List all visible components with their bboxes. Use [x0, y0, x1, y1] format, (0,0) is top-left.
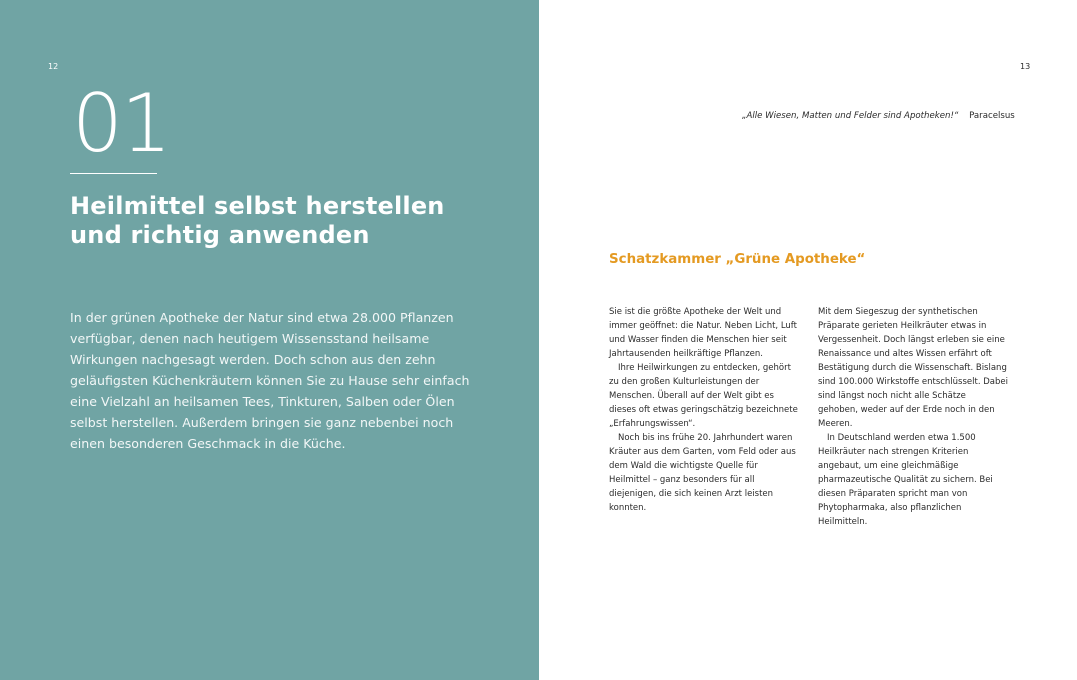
- paragraph: Ihre Heilwirkungen zu entdecken, gehört zu den großen Kulturleistungen der Menschen. Überall auf der Welt gibt es dieses oft etwas geringschätzig bezeichnete „Erfahrungswissen“.: [609, 363, 798, 429]
- text-column-1: [609, 305, 799, 515]
- chapter-rule: [70, 173, 157, 174]
- chapter-intro: In der grünen Apotheke der Natur sind etwa 28.000 Pflanzen verfügbar, denen nach heutigem Wissensstand heilsame Wirkungen nachgesagt werden. Doch schon aus den zehn geläufigsten Küchenkräutern können Sie zu Hause sehr einfach eine Vielzahl an heilsamen Tees, Tinkturen, Salben oder Ölen selbst herstellen. Außerdem bringen sie ganz nebenbei noch einen besonderen Geschmack in die Küche.: [70, 310, 470, 451]
- chapter-title: [70, 192, 510, 250]
- epigraph: [742, 111, 1042, 121]
- right-page: [539, 0, 1077, 680]
- chapter-title-line: Heilmittel selbst herstellen: [70, 192, 445, 220]
- section-heading: Schatzkammer „Grüne Apotheke“: [609, 252, 866, 267]
- page-number-right: 13: [1020, 62, 1031, 71]
- epigraph-author: Paracelsus: [969, 111, 1015, 121]
- paragraph: In Deutschland werden etwa 1.500 Heilkräuter nach strengen Kriterien angebaut, um eine gleichmäßige pharmazeutische Qualität zu sichern. Bei diesen Präparaten spricht man von Phytopharmaka, also pflanzlichen Heilmitteln.: [818, 433, 993, 527]
- paragraph: Noch bis ins frühe 20. Jahrhundert waren Kräuter aus dem Garten, vom Feld oder aus dem Wald die wichtigste Quelle für Heilmittel – ganz besonders für all diejenigen, die sich keinen Arzt leisten konnten.: [609, 433, 796, 513]
- paragraph: Sie ist die größte Apotheke der Welt und immer geöffnet: die Natur. Neben Licht, Luft und Wasser finden die Menschen hier seit Jahrtausenden heilkräftige Pflanzen.: [609, 307, 797, 359]
- page-number-left: 12: [48, 62, 59, 71]
- paragraph: Mit dem Siegeszug der synthetischen Präparate gerieten Heilkräuter etwas in Vergessenheit. Doch längst erleben sie eine Renaissance und altes Wissen erfährt oft Bestätigung durch die Wissenschaft. Bislang sind 100.000 Wirkstoffe entschlüsselt. Dabei sind längst noch nicht alle Schätze gehoben, weder auf der Erde noch in den Meeren.: [818, 307, 1008, 429]
- chapter-title-line: und richtig anwenden: [70, 221, 370, 249]
- chapter-number: 01: [72, 77, 170, 170]
- epigraph-text: „Alle Wiesen, Matten und Felder sind Apotheken!“: [742, 111, 959, 121]
- text-column-2: [818, 305, 1008, 529]
